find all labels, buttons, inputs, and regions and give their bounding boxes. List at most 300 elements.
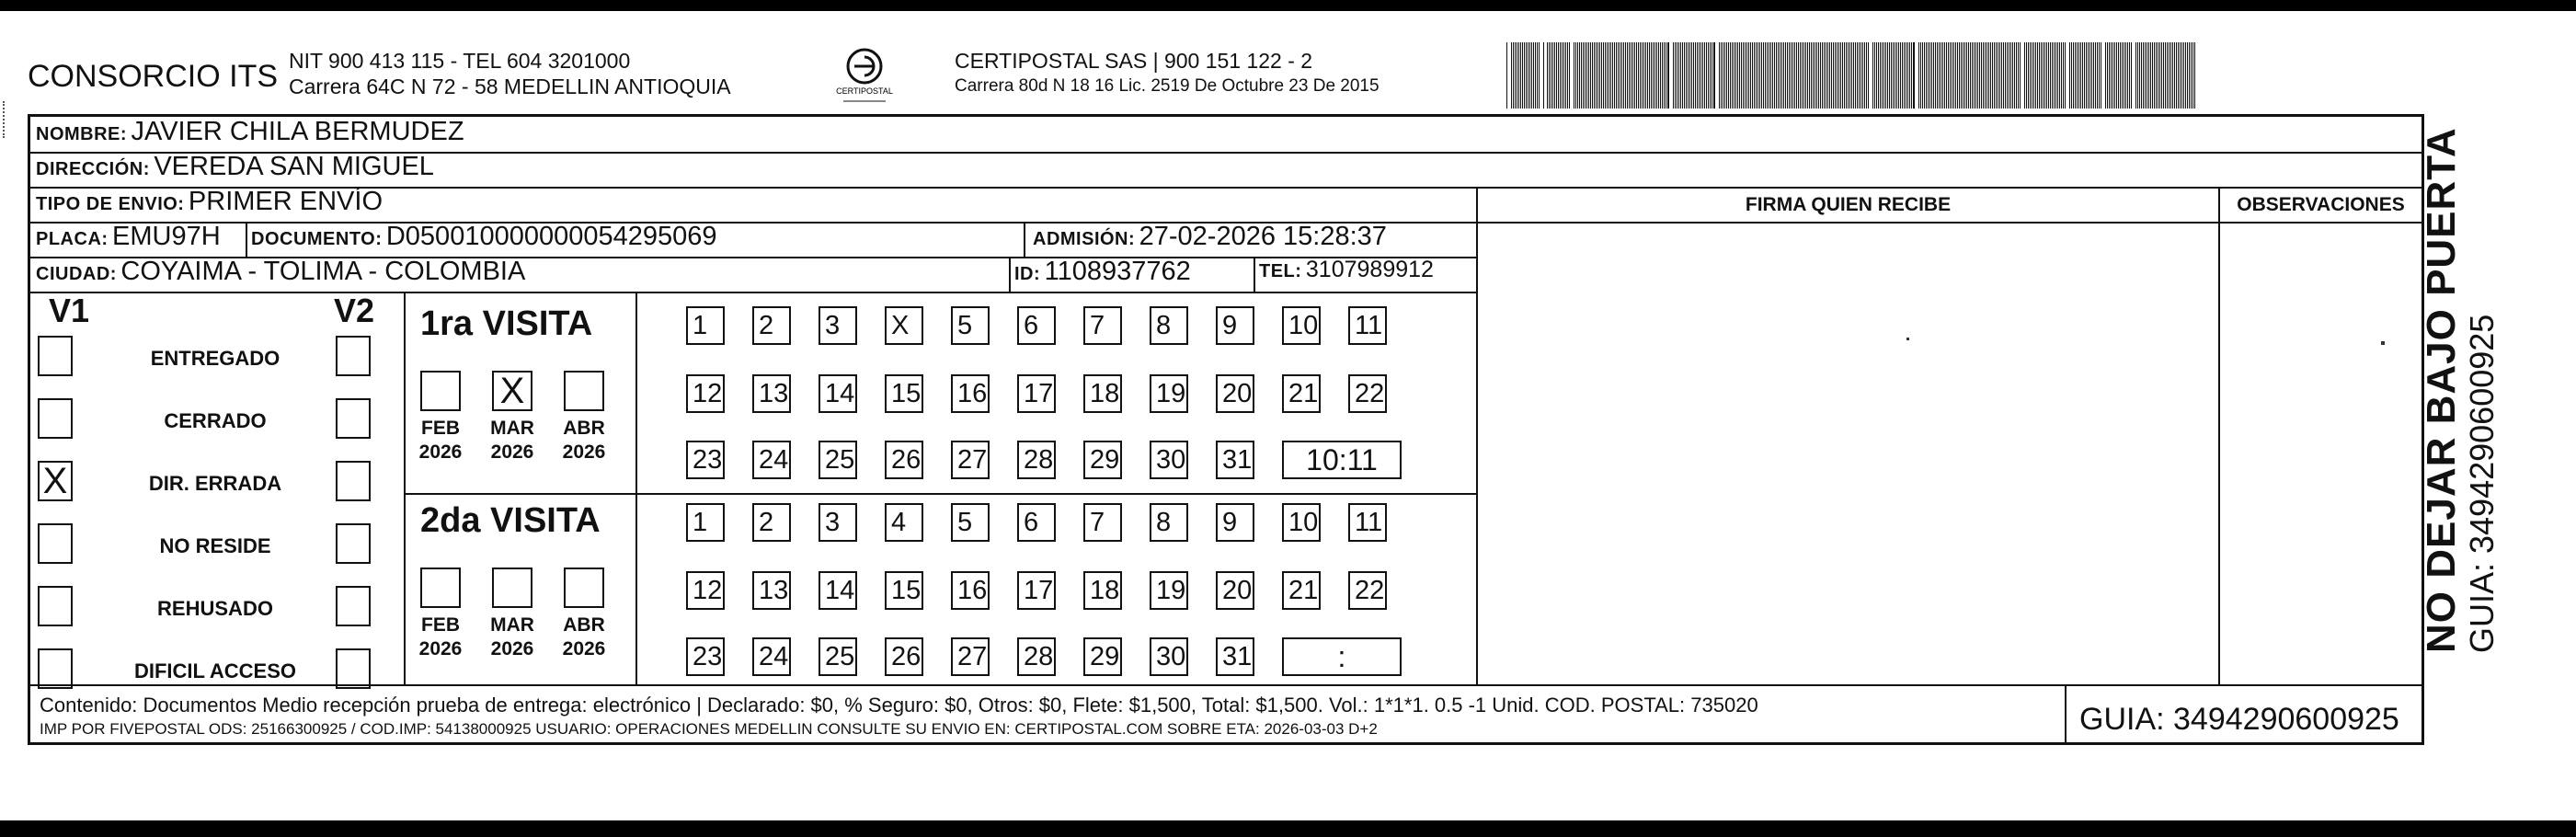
barcode-bar — [1803, 42, 1804, 109]
barcode-bar — [1813, 42, 1814, 109]
rule — [2218, 187, 2220, 684]
barcode-bar — [1904, 42, 1905, 109]
barcode-bar — [1678, 42, 1679, 109]
barcode-bar — [1787, 42, 1788, 109]
barcode-bar — [1616, 42, 1617, 109]
second-visit-day-17[interactable]: 17 — [1017, 571, 1056, 610]
barcode-bar — [2052, 42, 2053, 109]
barcode-bar — [2001, 42, 2002, 109]
barcode-bar — [1632, 42, 1633, 109]
second-visit-day-26[interactable]: 26 — [885, 637, 923, 676]
second-visit-day-3[interactable]: 3 — [819, 503, 857, 542]
barcode-bar — [2165, 42, 2166, 109]
v2-checkbox[interactable] — [336, 398, 371, 439]
first-visit-day-5[interactable]: 5 — [951, 306, 990, 345]
barcode-bar — [2152, 42, 2153, 109]
carrier-info — [955, 48, 1380, 99]
second-visit-day-12[interactable]: 12 — [686, 571, 725, 610]
first-visit-day-26[interactable]: 26 — [885, 441, 923, 479]
status-option-label: CERRADO — [164, 409, 267, 432]
barcode-bar — [1887, 42, 1888, 109]
barcode-bar — [1721, 42, 1722, 109]
first-visit-day-31[interactable]: 31 — [1216, 441, 1254, 479]
barcode-bar — [2170, 42, 2171, 109]
barcode-bar — [2150, 42, 2151, 109]
v1-checkbox[interactable] — [38, 398, 73, 439]
second-visit-day-13[interactable]: 13 — [752, 571, 791, 610]
first-visit-day-20[interactable]: 20 — [1216, 374, 1254, 413]
second-visit-day-31[interactable]: 31 — [1216, 637, 1254, 676]
second-visit-day-20[interactable]: 20 — [1216, 571, 1254, 610]
barcode-bar — [2131, 42, 2132, 109]
second-visit-day-6[interactable]: 6 — [1017, 503, 1056, 542]
month-year: 2026 — [418, 638, 463, 659]
admision-value: 27-02-2026 15:28:37 — [1139, 222, 1387, 251]
first-visit-day-19[interactable]: 19 — [1150, 374, 1188, 413]
placa-field — [36, 222, 221, 252]
v1-checkbox[interactable] — [38, 336, 73, 376]
barcode-bar — [1820, 42, 1821, 109]
barcode-bar — [1599, 42, 1600, 109]
tipo-envio-label: TIPO DE ENVIO: — [36, 194, 185, 214]
barcode-bar — [1533, 42, 1534, 109]
barcode-bar — [1688, 42, 1689, 109]
barcode-bar — [2069, 42, 2070, 109]
v2-checkbox[interactable] — [336, 648, 371, 689]
first-visit-day-13[interactable]: 13 — [752, 374, 791, 413]
barcode-bar — [1680, 42, 1681, 109]
barcode-bar — [2078, 42, 2079, 109]
barcode-bar — [1750, 42, 1751, 109]
second-visit-day-18[interactable]: 18 — [1083, 571, 1122, 610]
barcode-bar — [2163, 42, 2164, 109]
rule — [1476, 187, 1478, 684]
barcode-bar — [1944, 42, 1945, 109]
second-visit-day-16[interactable]: 16 — [951, 571, 990, 610]
barcode-bar — [1866, 42, 1867, 109]
barcode-bar — [1880, 42, 1881, 109]
barcode-bar — [2125, 42, 2126, 109]
barcode-bar — [1543, 42, 1544, 109]
barcode-bar — [2014, 42, 2015, 109]
first-visit-day-25[interactable]: 25 — [819, 441, 857, 479]
first-visit-day-6[interactable]: 6 — [1017, 306, 1056, 345]
barcode-bar — [1596, 42, 1597, 109]
barcode-bar — [2192, 42, 2193, 109]
second-visit-day-1[interactable]: 1 — [686, 503, 725, 542]
barcode-bar — [1933, 42, 1934, 109]
barcode-bar — [1763, 42, 1764, 109]
barcode-bar — [2097, 42, 2098, 109]
first-visit-month-checkbox[interactable] — [420, 371, 461, 411]
barcode-bar — [1822, 42, 1823, 109]
barcode-bar — [1547, 42, 1548, 109]
barcode-bar — [1590, 42, 1591, 109]
first-visit-day-28[interactable]: 28 — [1017, 441, 1056, 479]
barcode-bar — [1708, 42, 1709, 109]
first-visit-day-16[interactable]: 16 — [951, 374, 990, 413]
barcode-bar — [1752, 42, 1753, 109]
barcode-bar — [2043, 42, 2044, 109]
status-option-label: DIFICIL ACCESO — [133, 659, 296, 682]
barcode-bar — [1513, 42, 1514, 109]
firma-header: FIRMA QUIEN RECIBE — [1745, 194, 1952, 215]
barcode-bar — [1985, 42, 1986, 109]
second-visit-day-22[interactable]: 22 — [1348, 571, 1387, 610]
barcode-bar — [1872, 42, 1873, 109]
barcode-bar — [1999, 42, 2000, 109]
status-option-label: REHUSADO — [157, 597, 273, 620]
side-notice — [2419, 127, 2502, 653]
first-visit-time[interactable]: 10:11 — [1282, 441, 1402, 479]
ciudad-label: CIUDAD: — [36, 264, 117, 284]
top-border — [0, 0, 2576, 11]
barcode-bar — [2176, 42, 2177, 109]
barcode-bar — [1896, 42, 1897, 109]
barcode-bar — [1623, 42, 1624, 109]
barcode-bar — [1592, 42, 1593, 109]
barcode-bar — [1772, 42, 1773, 109]
barcode-bar — [1988, 42, 1989, 109]
second-visit-day-11[interactable]: 11 — [1348, 503, 1387, 542]
second-visit-time[interactable]: : — [1282, 637, 1402, 676]
v1-checkbox[interactable] — [38, 648, 73, 689]
second-visit-day-9[interactable]: 9 — [1216, 503, 1254, 542]
tel-field — [1259, 257, 1434, 283]
barcode-bar — [1583, 42, 1584, 109]
barcode-bar — [2189, 42, 2190, 109]
first-visit-day-7[interactable]: 7 — [1083, 306, 1122, 345]
id-field — [1014, 257, 1191, 287]
contenido-line: Contenido: Documentos Medio recepción prueba de entrega: electrónico | Declarado: $0, % Seguro: $0, Otros: $0, Flete: $1,500, Total: $1,500. Vol.: 1*1*1. 0.5 -1 Unid. COD. POSTAL: 735020 — [40, 694, 1758, 717]
mark-dot — [1906, 338, 1909, 340]
barcode-bar — [1972, 42, 1973, 109]
barcode-bar — [1781, 42, 1782, 109]
observaciones-header: OBSERVACIONES — [2237, 194, 2405, 215]
second-visit-month-label — [413, 613, 468, 661]
second-visit-day-14[interactable]: 14 — [819, 571, 857, 610]
barcode-bar — [1842, 42, 1843, 109]
barcode-bar — [1851, 42, 1852, 109]
barcode-bar — [2135, 42, 2136, 109]
barcode-bar — [2030, 42, 2031, 109]
barcode-bar — [1759, 42, 1760, 109]
barcode-bar — [1818, 42, 1819, 109]
barcode-bar — [2172, 42, 2173, 109]
company-info — [289, 48, 731, 99]
barcode-bar — [1700, 42, 1701, 109]
barcode-bar — [1860, 42, 1861, 109]
barcode-bar — [1909, 42, 1910, 109]
first-visit-day-27[interactable]: 27 — [951, 441, 990, 479]
v2-checkbox[interactable] — [336, 336, 371, 376]
barcode-bar — [1554, 42, 1555, 109]
first-visit-month-checkbox[interactable] — [564, 371, 604, 411]
first-visit-day-18[interactable]: 18 — [1083, 374, 1122, 413]
barcode-bar — [1957, 42, 1958, 109]
barcode-bar — [1647, 42, 1648, 109]
second-visit-day-19[interactable]: 19 — [1150, 571, 1188, 610]
barcode-bar — [1809, 42, 1810, 109]
barcode-bar — [2039, 42, 2040, 109]
rule — [1024, 222, 1025, 257]
barcode-bar — [1835, 42, 1836, 109]
rule — [635, 292, 637, 684]
second-visit-day-8[interactable]: 8 — [1150, 503, 1188, 542]
barcode-bar — [2180, 42, 2181, 109]
barcode-bar — [1761, 42, 1762, 109]
barcode-bar — [1778, 42, 1779, 109]
first-visit-day-11[interactable]: 11 — [1348, 306, 1387, 345]
direccion-field — [36, 152, 434, 182]
first-visit-day-3[interactable]: 3 — [819, 306, 857, 345]
first-visit-day-21[interactable]: 21 — [1282, 374, 1321, 413]
barcode-bar — [2187, 42, 2188, 109]
first-visit-day-17[interactable]: 17 — [1017, 374, 1056, 413]
barcode-bar — [1697, 42, 1698, 109]
first-visit-day-22[interactable]: 22 — [1348, 374, 1387, 413]
barcode-bar — [2191, 42, 2192, 109]
barcode-bar — [1929, 42, 1930, 109]
second-visit-day-23[interactable]: 23 — [686, 637, 725, 676]
barcode-bar — [1948, 42, 1949, 109]
first-visit-title: 1ra VISITA — [420, 304, 593, 343]
tipo-envio-value: PRIMER ENVÍO — [188, 187, 384, 216]
first-visit-day-15[interactable]: 15 — [885, 374, 923, 413]
perforation-marks — [3, 101, 8, 138]
barcode-bar — [2120, 42, 2121, 109]
second-visit-day-7[interactable]: 7 — [1083, 503, 1122, 542]
barcode-bar — [1552, 42, 1553, 109]
barcode-bar — [1710, 42, 1711, 109]
month-year: 2026 — [562, 441, 606, 463]
first-visit-day-24[interactable]: 24 — [752, 441, 791, 479]
barcode-bar — [1741, 42, 1742, 109]
barcode-bar — [2114, 42, 2115, 109]
admision-field — [1033, 222, 1387, 252]
barcode-bar — [1645, 42, 1646, 109]
barcode-bar — [1783, 42, 1784, 109]
first-visit-day-8[interactable]: 8 — [1150, 306, 1188, 345]
barcode-bar — [1699, 42, 1700, 109]
barcode-bar — [2080, 42, 2081, 109]
first-visit-day-12[interactable]: 12 — [686, 374, 725, 413]
first-visit-day-14[interactable]: 14 — [819, 374, 857, 413]
status-option-label: NO RESIDE — [159, 534, 271, 557]
v1-checkbox[interactable]: X — [38, 461, 73, 501]
barcode-bar — [1562, 42, 1563, 109]
address-line: Carrera 64C N 72 - 58 MEDELLIN ANTIOQUIA — [289, 75, 731, 98]
barcode-bar — [1535, 42, 1536, 109]
second-visit-day-28[interactable]: 28 — [1017, 637, 1056, 676]
barcode-bar — [1990, 42, 1991, 109]
barcode-bar — [2073, 42, 2074, 109]
month-name: FEB — [421, 418, 460, 439]
second-visit-day-25[interactable]: 25 — [819, 637, 857, 676]
barcode-bar — [1634, 42, 1635, 109]
first-visit-day-23[interactable]: 23 — [686, 441, 725, 479]
barcode-bar — [1959, 42, 1960, 109]
barcode-bar — [1798, 42, 1799, 109]
barcode-bar — [1603, 42, 1604, 109]
barcode-bar — [2111, 42, 2112, 109]
barcode-bar — [2075, 42, 2076, 109]
barcode-bar — [2026, 42, 2027, 109]
status-option-label: DIR. ERRADA — [148, 472, 282, 495]
barcode-bar — [1849, 42, 1850, 109]
second-visit-month-checkbox[interactable] — [420, 568, 461, 608]
first-visit-day-10[interactable]: 10 — [1282, 306, 1321, 345]
barcode-bar — [1805, 42, 1806, 109]
barcode-bar — [2143, 42, 2144, 109]
barcode-bar — [2016, 42, 2017, 109]
barcode-bar — [2065, 42, 2066, 109]
barcode-bar — [1730, 42, 1731, 109]
v2-checkbox[interactable] — [336, 523, 371, 564]
barcode-bar — [1560, 42, 1561, 109]
nombre-value: JAVIER CHILA BERMUDEZ — [131, 117, 464, 146]
second-visit-day-30[interactable]: 30 — [1150, 637, 1188, 676]
rule — [2065, 684, 2067, 745]
barcode-bar — [2028, 42, 2029, 109]
barcode-bar — [2169, 42, 2170, 109]
barcode-bar — [1518, 42, 1519, 109]
v1-checkbox[interactable] — [38, 523, 73, 564]
barcode-bar — [1928, 42, 1929, 109]
barcode-bar — [1627, 42, 1628, 109]
v1-checkbox[interactable] — [38, 586, 73, 626]
barcode-bar — [1868, 42, 1869, 109]
barcode-bar — [2161, 42, 2162, 109]
second-visit-day-21[interactable]: 21 — [1282, 571, 1321, 610]
barcode-bar — [1656, 42, 1657, 109]
barcode-bar — [2061, 42, 2062, 109]
barcode-bar — [2107, 42, 2108, 109]
second-visit-day-15[interactable]: 15 — [885, 571, 923, 610]
barcode-bar — [2091, 42, 2092, 109]
barcode-bar — [1754, 42, 1755, 109]
barcode-bar — [2127, 42, 2128, 109]
guia-number: GUIA: 3494290600925 — [2079, 702, 2399, 737]
barcode-bar — [1898, 42, 1899, 109]
barcode-bar — [1629, 42, 1630, 109]
barcode-bar — [1737, 42, 1738, 109]
barcode-bar — [1581, 42, 1582, 109]
barcode-bar — [1732, 42, 1733, 109]
barcode-bar — [1649, 42, 1650, 109]
barcode-bar — [1539, 42, 1540, 109]
barcode-bar — [1558, 42, 1559, 109]
first-visit-day-29[interactable]: 29 — [1083, 441, 1122, 479]
barcode-bar — [1891, 42, 1892, 109]
barcode-bar — [1918, 42, 1919, 109]
first-visit-day-2[interactable]: 2 — [752, 306, 791, 345]
second-visit-day-10[interactable]: 10 — [1282, 503, 1321, 542]
barcode-bar — [1585, 42, 1586, 109]
barcode-bar — [1846, 42, 1847, 109]
barcode-bar — [2057, 42, 2058, 109]
barcode-bar — [1981, 42, 1982, 109]
barcode-bar — [1612, 42, 1613, 109]
barcode-bar — [1926, 42, 1927, 109]
barcode-bar — [1579, 42, 1580, 109]
second-visit-month-checkbox[interactable] — [564, 568, 604, 608]
bottom-border — [0, 820, 2576, 837]
first-visit-day-4[interactable]: X — [885, 306, 923, 345]
id-label: ID: — [1014, 264, 1041, 284]
barcode-bar — [1770, 42, 1771, 109]
v2-checkbox[interactable] — [336, 461, 371, 501]
barcode-bar — [1855, 42, 1856, 109]
placa-value: EMU97H — [112, 222, 221, 251]
rule — [30, 292, 1478, 293]
barcode-bar — [2020, 42, 2021, 109]
barcode-bar — [1844, 42, 1845, 109]
second-visit-day-29[interactable]: 29 — [1083, 637, 1122, 676]
barcode-bar — [1524, 42, 1525, 109]
second-visit-day-5[interactable]: 5 — [951, 503, 990, 542]
second-visit-day-24[interactable]: 24 — [752, 637, 791, 676]
barcode-bar — [1664, 42, 1665, 109]
barcode-bar — [2183, 42, 2184, 109]
barcode-bar — [2063, 42, 2064, 109]
nombre-label: NOMBRE: — [36, 124, 128, 144]
rule — [404, 493, 1478, 495]
second-visit-month-checkbox[interactable] — [492, 568, 532, 608]
documento-field — [251, 222, 717, 252]
barcode-bar — [2059, 42, 2060, 109]
barcode-bar — [1848, 42, 1849, 109]
barcode-bar — [1563, 42, 1564, 109]
v1-header: V1 — [49, 292, 90, 329]
first-visit-day-1[interactable]: 1 — [686, 306, 725, 345]
barcode-bar — [2018, 42, 2019, 109]
barcode-bar — [2116, 42, 2117, 109]
month-name: FEB — [421, 614, 460, 636]
barcode-bar — [2003, 42, 2004, 109]
barcode-bar — [1831, 42, 1832, 109]
second-visit-day-27[interactable]: 27 — [951, 637, 990, 676]
second-visit-day-2[interactable]: 2 — [752, 503, 791, 542]
barcode-bar — [1757, 42, 1758, 109]
ciudad-field — [36, 257, 525, 287]
barcode-bar — [1577, 42, 1578, 109]
logo-label: CERTIPOSTAL — [836, 86, 893, 96]
v2-checkbox[interactable] — [336, 586, 371, 626]
barcode-bar — [1833, 42, 1834, 109]
barcode-bar — [1702, 42, 1703, 109]
barcode-bar — [2037, 42, 2038, 109]
barcode-bar — [1575, 42, 1576, 109]
id-value: 1108937762 — [1044, 257, 1191, 286]
placa-label: PLACA: — [36, 229, 109, 249]
barcode-bar — [2010, 42, 2011, 109]
second-visit-day-4[interactable]: 4 — [885, 503, 923, 542]
barcode-bar — [2044, 42, 2045, 109]
barcode-bar — [1942, 42, 1943, 109]
barcode-bar — [2035, 42, 2036, 109]
first-visit-day-9[interactable]: 9 — [1216, 306, 1254, 345]
barcode-bar — [1907, 42, 1908, 109]
barcode-bar — [1621, 42, 1622, 109]
ciudad-value: COYAIMA - TOLIMA - COLOMBIA — [120, 257, 526, 286]
first-visit-month-checkbox[interactable]: X — [492, 371, 532, 411]
barcode-bar — [1975, 42, 1976, 109]
month-year: 2026 — [490, 638, 534, 659]
first-visit-day-30[interactable]: 30 — [1150, 441, 1188, 479]
barcode-bar — [2099, 42, 2100, 109]
barcode-bar — [1893, 42, 1894, 109]
